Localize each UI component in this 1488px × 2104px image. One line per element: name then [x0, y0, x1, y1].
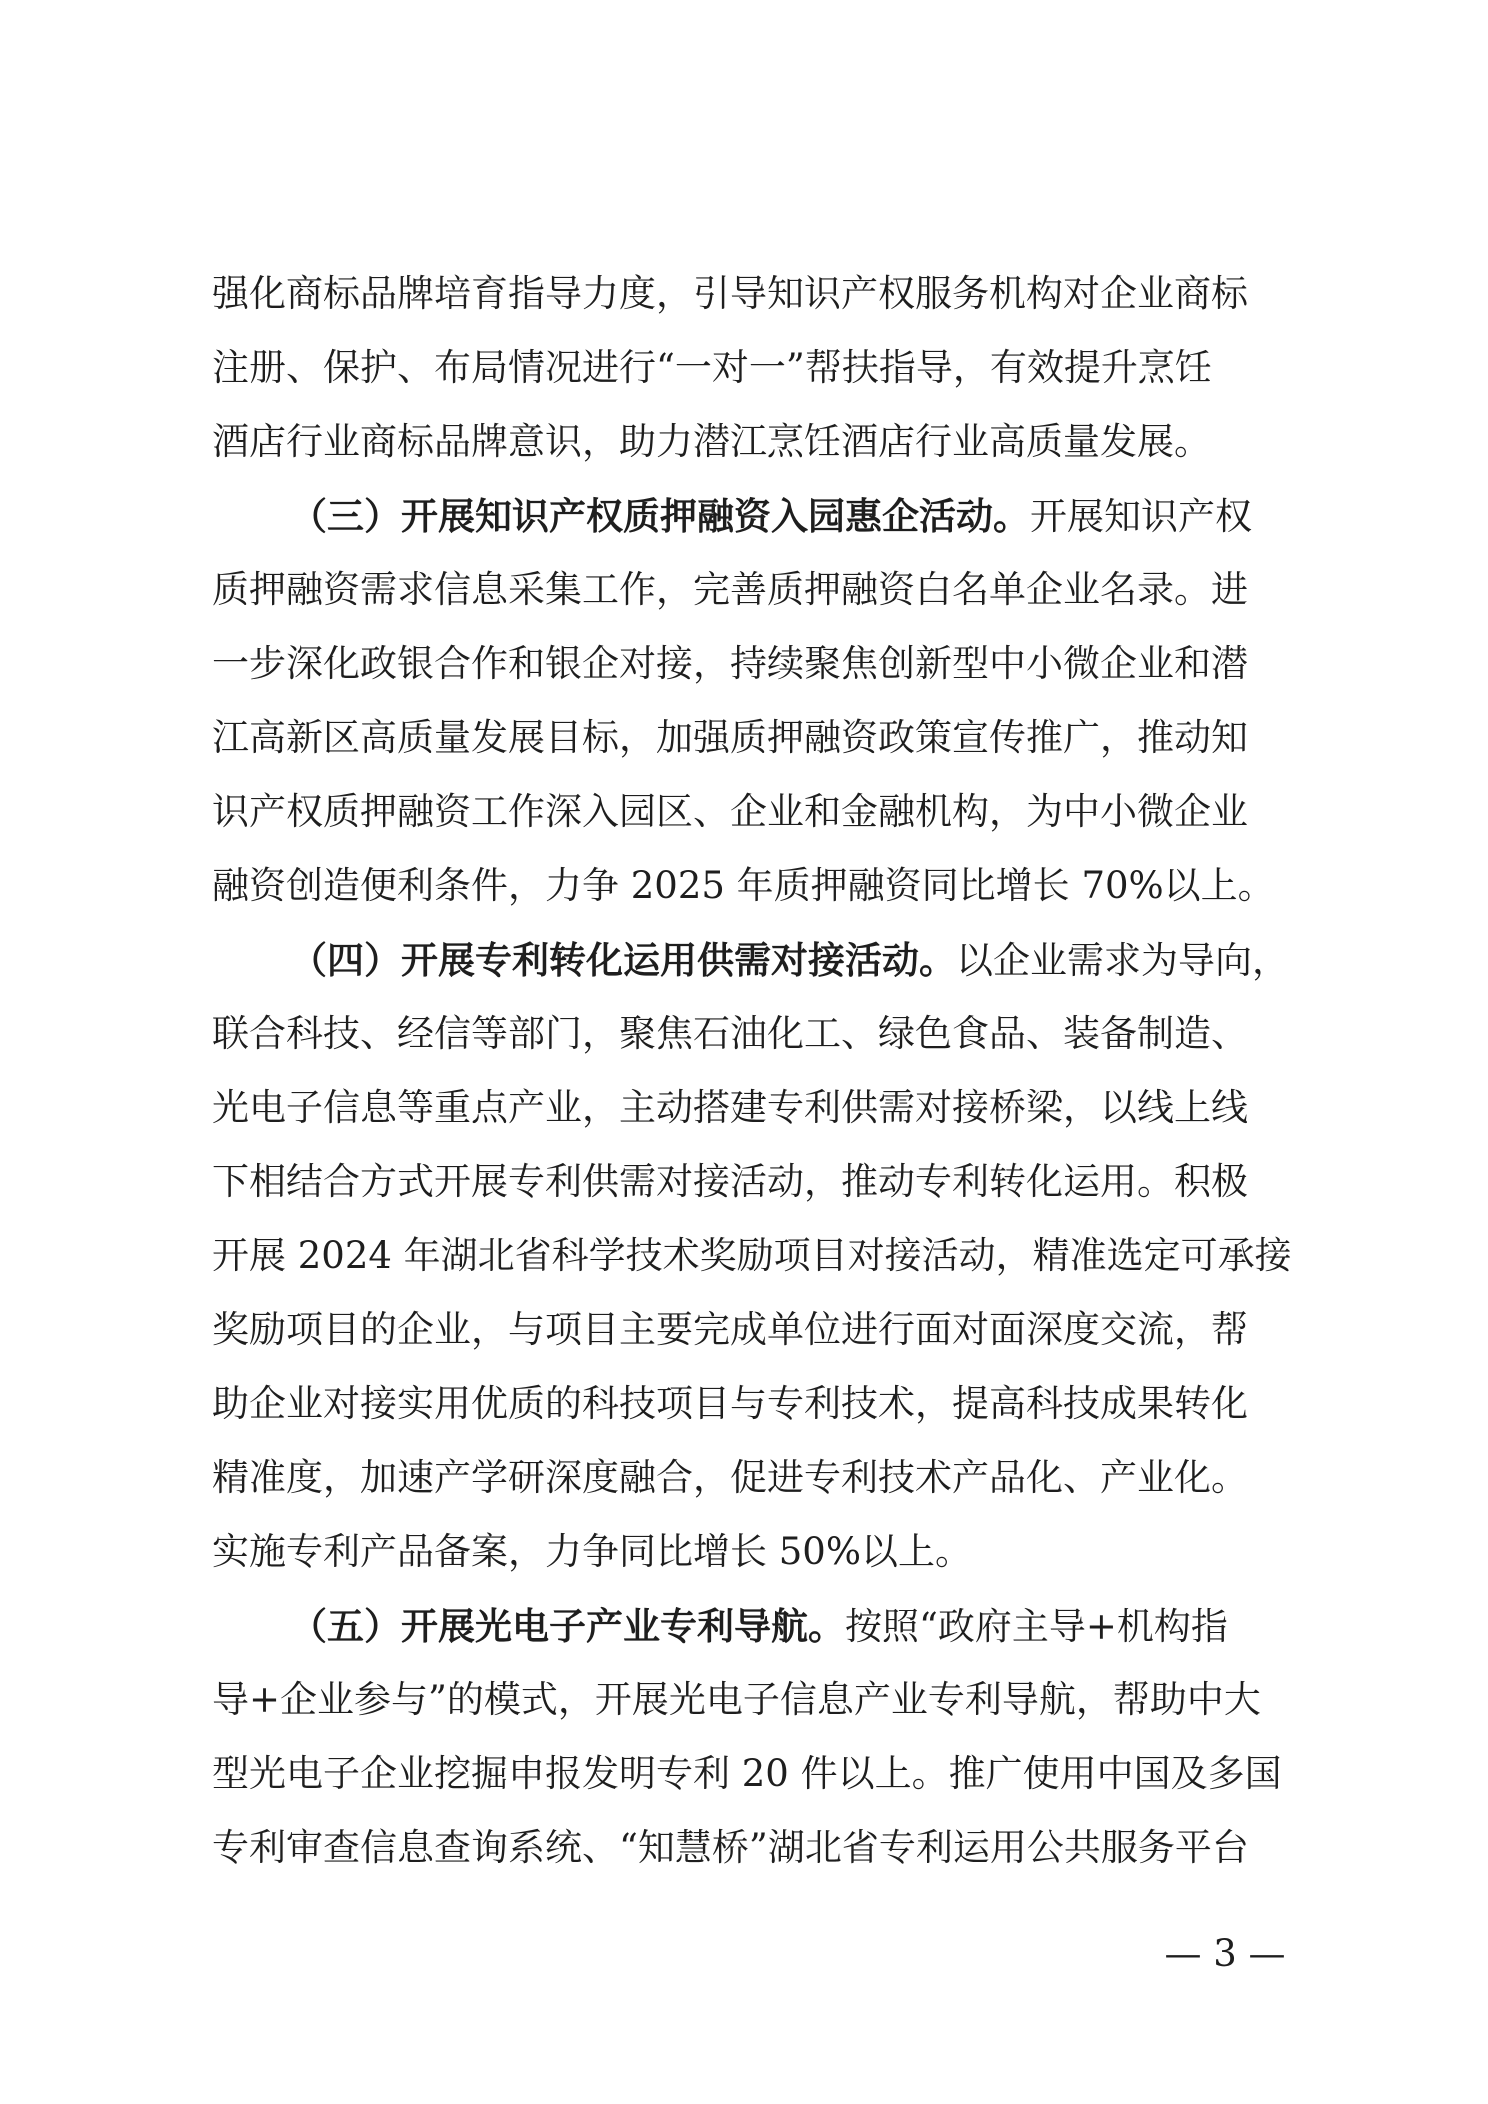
section-heading: （五）开展光电子产业专利导航。: [290, 1604, 845, 1648]
body-line: [212, 1300, 1248, 1360]
body-line: [212, 412, 1211, 472]
line-text: 注册、保护、布局情况进行“一对一”帮扶指导，有效提升烹饪: [212, 346, 1212, 389]
line-text: 强化商标品牌培育指导力度，引导知识产权服务机构对企业商标: [212, 272, 1248, 315]
body-line: [212, 782, 1248, 842]
body-line: [212, 634, 1248, 694]
section-heading-line: [290, 1596, 1228, 1656]
line-text: 开展知识产权: [1030, 495, 1252, 538]
line-text: 按照“政府主导+机构指: [845, 1605, 1228, 1648]
line-text: 专利审查信息查询系统、“知慧桥”湖北省专利运用公共服务平台: [212, 1826, 1249, 1869]
line-text: 型光电子企业挖掘申报发明专利 20 件以上。推广使用中国及多国: [212, 1752, 1282, 1795]
body-line: [212, 1152, 1248, 1212]
page-number: — 3 —: [1164, 1932, 1286, 1975]
body-line: [212, 338, 1212, 398]
body-line: [212, 1744, 1282, 1804]
section-heading-line: [290, 486, 1252, 546]
line-text: 以企业需求为导向，: [956, 939, 1289, 982]
body-line: [212, 708, 1248, 768]
section-heading: （三）开展知识产权质押融资入园惠企活动。: [290, 494, 1030, 538]
line-text: 奖励项目的企业，与项目主要完成单位进行面对面深度交流，帮: [212, 1308, 1248, 1351]
body-line: [212, 1004, 1248, 1064]
body-line: [212, 1078, 1248, 1138]
body-line: [212, 1522, 972, 1582]
body-line: [212, 560, 1248, 620]
body-line: [212, 856, 1275, 916]
line-text: 下相结合方式开展专利供需对接活动，推动专利转化运用。积极: [212, 1160, 1248, 1203]
line-text: 精准度，加速产学研深度融合，促进专利技术产品化、产业化。: [212, 1456, 1248, 1499]
line-text: 融资创造便利条件，力争 2025 年质押融资同比增长 70%以上。: [212, 864, 1275, 907]
line-text: 识产权质押融资工作深入园区、企业和金融机构，为中小微企业: [212, 790, 1248, 833]
line-text: 一步深化政银合作和银企对接，持续聚焦创新型中小微企业和潜: [212, 642, 1248, 685]
body-line: [212, 264, 1248, 324]
line-text: 质押融资需求信息采集工作，完善质押融资白名单企业名录。进: [212, 568, 1248, 611]
section-heading: （四）开展专利转化运用供需对接活动。: [290, 938, 956, 982]
section-heading-line: [290, 930, 1289, 990]
line-text: 导+企业参与”的模式，开展光电子信息产业专利导航，帮助中大: [212, 1678, 1261, 1721]
body-line: [212, 1226, 1292, 1286]
line-text: 实施专利产品备案，力争同比增长 50%以上。: [212, 1530, 972, 1573]
line-text: 联合科技、经信等部门，聚焦石油化工、绿色食品、装备制造、: [212, 1012, 1248, 1055]
body-line: [212, 1670, 1261, 1730]
body-line: [212, 1374, 1248, 1434]
line-text: 酒店行业商标品牌意识，助力潜江烹饪酒店行业高质量发展。: [212, 420, 1211, 463]
line-text: 助企业对接实用优质的科技项目与专利技术，提高科技成果转化: [212, 1382, 1248, 1425]
line-text: 江高新区高质量发展目标，加强质押融资政策宣传推广，推动知: [212, 716, 1248, 759]
body-line: [212, 1818, 1249, 1878]
line-text: 开展 2024 年湖北省科学技术奖励项目对接活动，精准选定可承接: [212, 1234, 1292, 1277]
line-text: 光电子信息等重点产业，主动搭建专利供需对接桥梁，以线上线: [212, 1086, 1248, 1129]
body-line: [212, 1448, 1248, 1508]
